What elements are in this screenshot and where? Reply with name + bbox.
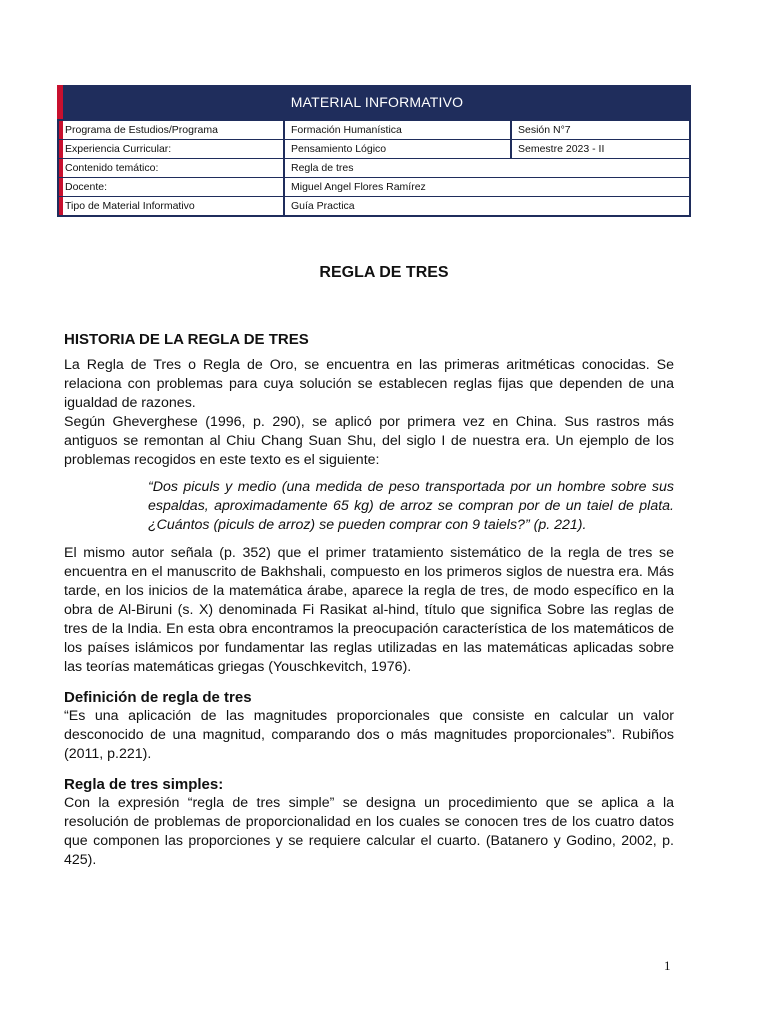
header-title: MATERIAL INFORMATIVO bbox=[63, 85, 691, 119]
definition-text: “Es una aplicación de las magnitudes proporcionales que consiste en calcular un valor desconocido de una magnitud, comparando dos o más magnitudes proporcionales”. Rubiños (2011, p.221). bbox=[64, 708, 674, 762]
info-label: Programa de Estudios/Programa bbox=[65, 124, 218, 136]
history-heading: HISTORIA DE LA REGLA DE TRES bbox=[64, 331, 309, 348]
info-value: Guía Practica bbox=[283, 197, 689, 215]
history-paragraph-3: El mismo autor señala (p. 352) que el primer tratamiento sistemático de la regla de tres se encuentra en el manuscrito de Bakhshali, compuesto en los primeros siglos de nuestra era. Más tarde, en los inicios de la matemática árabe, aparece la regla de tres, de modo específico en la obra de Al-Biruni (s. X) denominada Fi Rasikat al-hind, título que significa Sobre las reglas de tres de la India. En esta obra encontramos la preocupación característica de los matemáticos de los países islámicos por fundamentar las reglas utilizadas en las matemáticas aplicadas sobre las teorías matemáticas griegas (Youschkevitch, 1976). bbox=[64, 545, 674, 675]
info-row-content bbox=[59, 158, 689, 177]
history-quote: “Dos piculs y medio (una medida de peso transportada por un hombre sobre sus espaldas, aproximadamente 65 kg) de arroz se compran por de un taiel de plata. ¿Cuántos (piculs de arroz) se pueden comprar con 9 taiels?” (p. 221). bbox=[148, 479, 674, 533]
info-value: Regla de tres bbox=[283, 159, 689, 177]
info-value: Pensamiento Lógico bbox=[283, 140, 510, 158]
info-session: Sesión N°7 bbox=[510, 121, 689, 139]
document-title: REGLA DE TRES bbox=[319, 264, 449, 281]
info-label: Contenido temático: bbox=[65, 162, 159, 174]
info-row-program bbox=[59, 119, 689, 139]
info-label: Docente: bbox=[65, 181, 108, 193]
info-row-teacher bbox=[59, 177, 689, 196]
info-row-experience bbox=[59, 139, 689, 158]
info-row-type bbox=[59, 196, 689, 215]
simple-rule-text: Con la expresión “regla de tres simple” se designa un procedimiento que se aplica a la resolución de problemas de proporcionalidad en los cuales se conocen tres de los cuatro datos que componen las proporciones y se requiere calcular el cuarto. (Batanero y Godino, 2002, p. 425). bbox=[64, 795, 674, 868]
info-header-table bbox=[57, 85, 691, 217]
simple-rule-heading: Regla de tres simples: bbox=[64, 776, 224, 793]
info-label: Experiencia Curricular: bbox=[65, 143, 172, 155]
history-paragraph-1: La Regla de Tres o Regla de Oro, se encuentra en las primeras aritméticas conocidas. Se relaciona con problemas para cuya solución se establecen reglas fijas que dependen de una igualdad de razones. bbox=[64, 357, 674, 411]
info-value: Miguel Angel Flores Ramírez bbox=[283, 178, 689, 196]
info-value: Formación Humanística bbox=[283, 121, 510, 139]
definition-heading: Definición de regla de tres bbox=[64, 689, 252, 706]
info-grid bbox=[57, 119, 691, 217]
page-number: 1 bbox=[664, 958, 671, 973]
info-label: Tipo de Material Informativo bbox=[65, 200, 195, 212]
document-body bbox=[64, 331, 674, 870]
info-semester: Semestre 2023 - II bbox=[510, 140, 689, 158]
history-paragraph-2: Según Gheverghese (1996, p. 290), se aplicó por primera vez en China. Sus rastros más antiguos se remontan al Chiu Chang Suan Shu, del siglo I de nuestra era. Un ejemplo de los problemas recogidos en este texto es el siguiente: bbox=[64, 414, 674, 468]
